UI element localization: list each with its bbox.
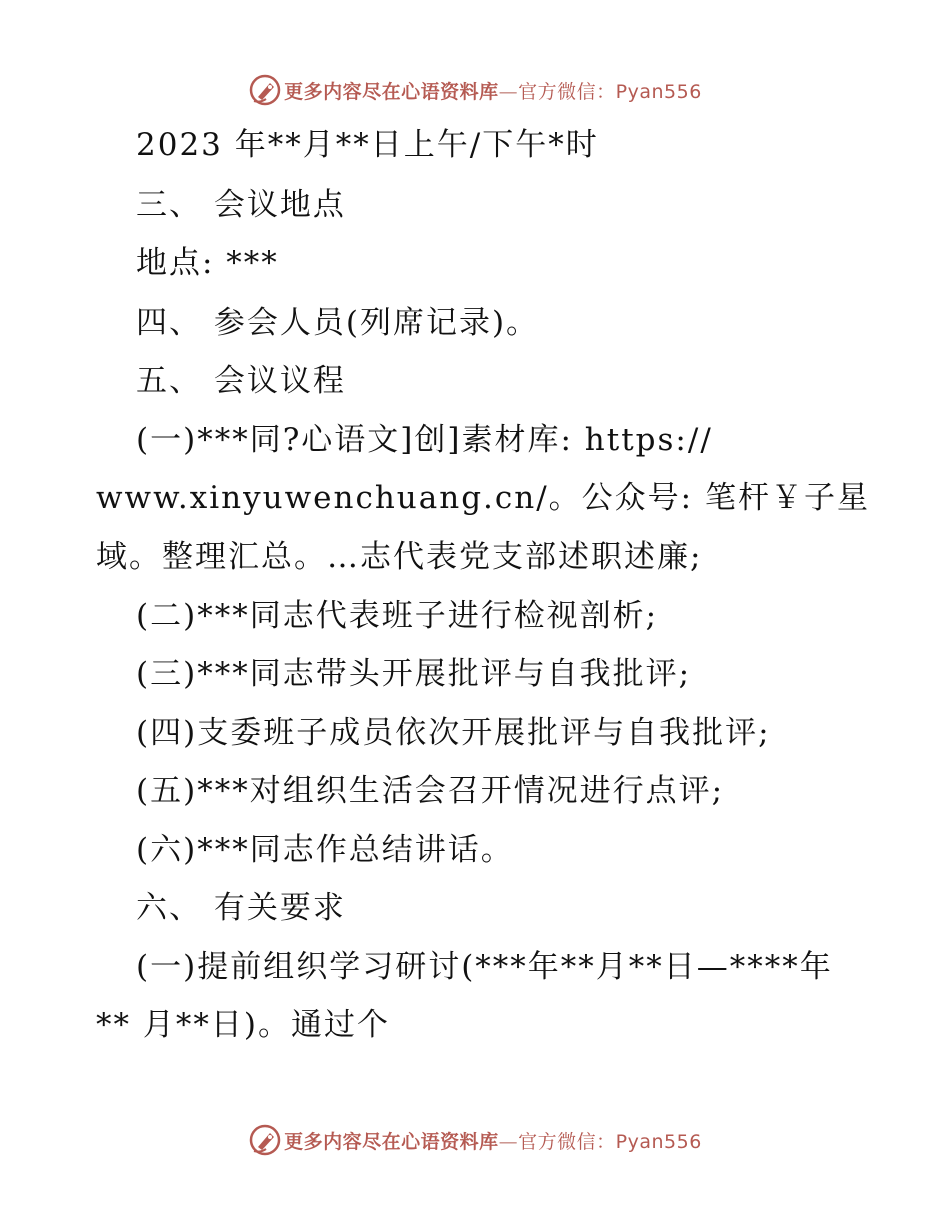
meeting-time-line: 2023 年**月**日上午/下午*时 (136, 127, 599, 163)
agenda-item-2: (二)***同志代表班子进行检视剖析; (136, 598, 659, 634)
watermark-wechat: 官方微信：Pyan556 (518, 1130, 702, 1153)
requirement-item-1-continued: ** 月**日)。通过个 (96, 1007, 390, 1043)
agenda-item-5: (五)***对组织生活会召开情况进行点评; (136, 773, 725, 809)
agenda-item-4: (四)支委班子成员依次开展批评与自我批评; (136, 715, 771, 751)
agenda-item-3: (三)***同志带头开展批评与自我批评; (136, 656, 692, 692)
watermark-dash: — (498, 1130, 519, 1153)
agenda-item-6: (六)***同志作总结讲话。 (136, 832, 514, 868)
agenda-item-1: (一)***同?心语文]创]素材库: https:// (136, 422, 713, 458)
footer-watermark (0, 1120, 950, 1160)
watermark-main: 更多内容尽在心语资料库 (284, 1130, 499, 1153)
section-heading-agenda: 五、 会议议程 (136, 363, 346, 399)
watermark-text (284, 1127, 702, 1154)
requirement-item-1: (一)提前组织学习研讨(***年**月**日—****年 (136, 949, 833, 985)
section-heading-attendees: 四、 参会人员(列席记录)。 (136, 305, 540, 341)
location-line: 地点: *** (136, 245, 279, 281)
section-heading-location: 三、 会议地点 (136, 187, 346, 223)
agenda-item-1-continued-2: 域。整理汇总。…志代表党支部述职述廉; (96, 539, 703, 575)
pen-nib-logo-icon (248, 1123, 282, 1157)
watermark-dash: — (498, 80, 519, 103)
watermark-wechat: 官方微信：Pyan556 (518, 80, 702, 103)
watermark-main: 更多内容尽在心语资料库 (284, 80, 499, 103)
agenda-item-1-continued: www.xinyuwenchuang.cn/。公众号: 笔杆￥子星 (96, 480, 870, 516)
section-heading-requirements: 六、 有关要求 (136, 890, 346, 926)
